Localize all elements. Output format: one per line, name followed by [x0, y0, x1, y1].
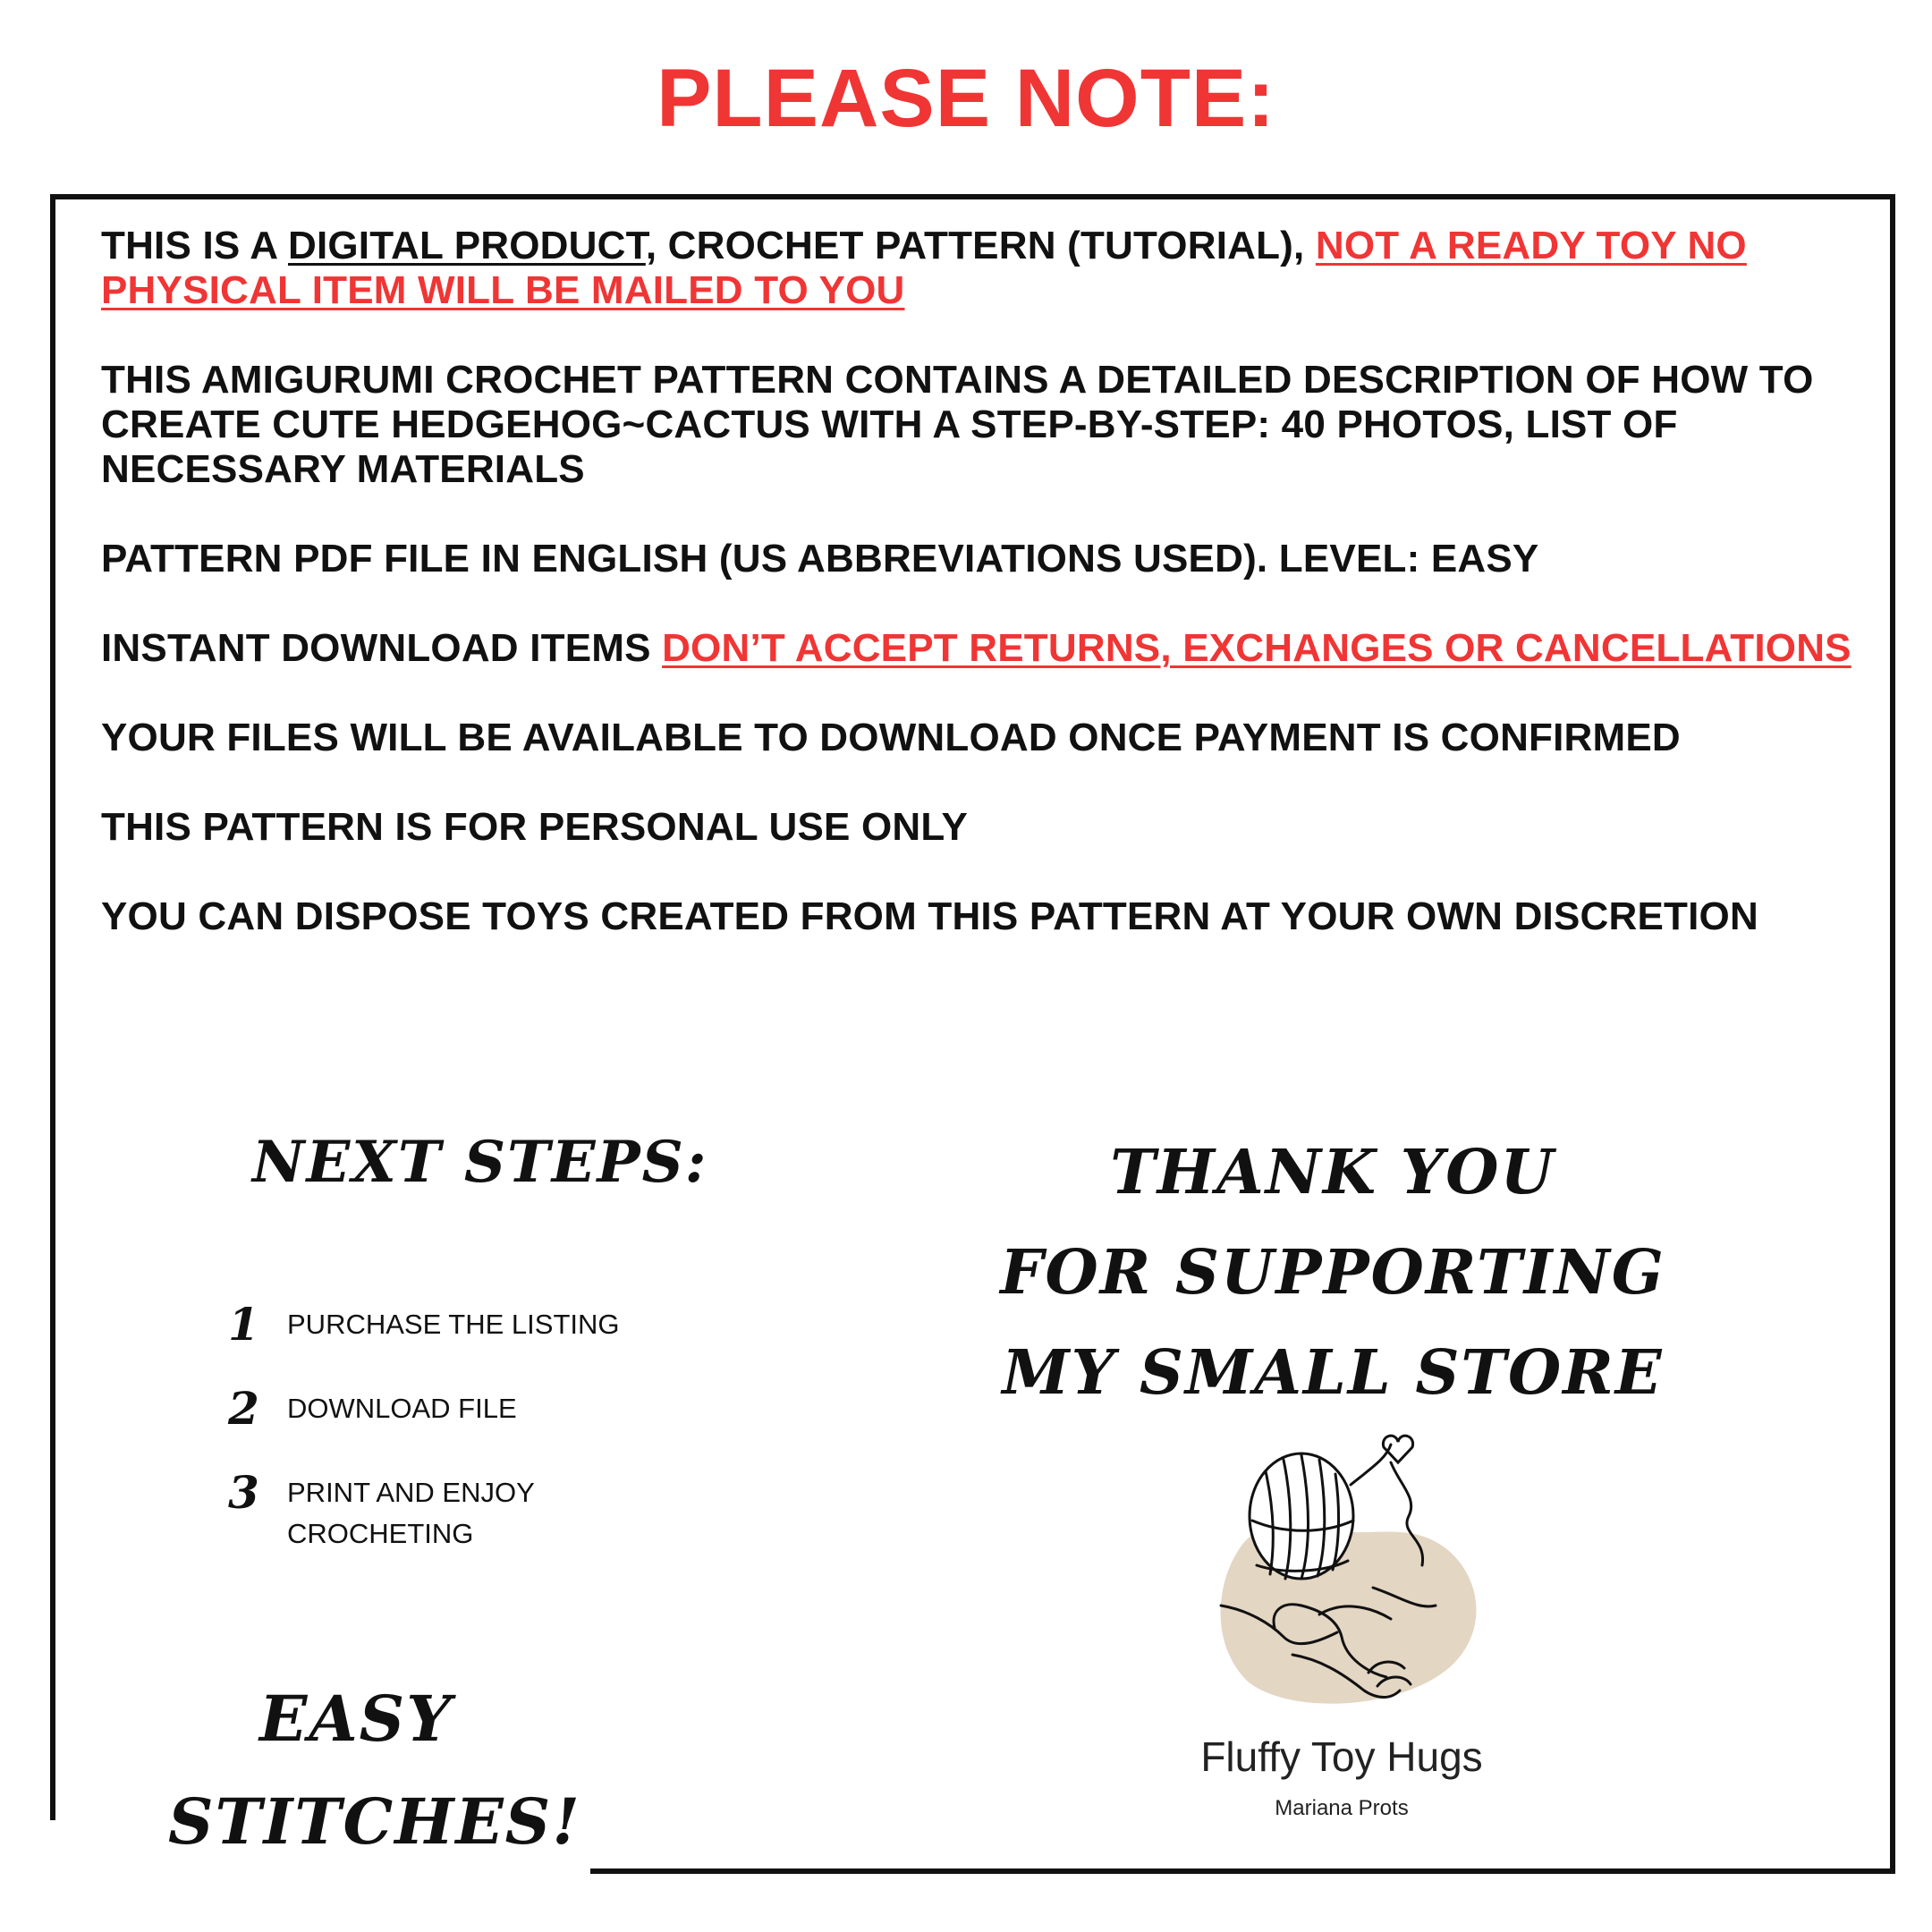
brand-owner: Mariana Prots	[1275, 1796, 1409, 1820]
frame-border-left	[50, 194, 55, 1820]
note-digital-product	[101, 224, 1854, 313]
thank-you-message	[975, 1123, 1690, 1423]
note-pattern-description: THIS AMIGURUMI CROCHET PATTERN CONTAINS A DETAILED DESCRIPTION OF HOW TO CREATE CUTE HEDGEHOG~CACTUS WITH A STEP-BY-STEP: 40 PHOTOS, LIST OF NECESSARY MATERIALS	[101, 358, 1814, 491]
note-file-language: PATTERN PDF FILE IN ENGLISH (US ABBREVIATIONS USED). LEVEL: EASY	[101, 537, 1539, 580]
next-steps-heading: NEXT STEPS:	[252, 1129, 708, 1196]
note-text: , CROCHET PATTERN (TUTORIAL),	[645, 224, 1316, 267]
notes-list	[101, 224, 1854, 984]
step-text: PURCHASE THE LISTING	[287, 1309, 620, 1340]
brand-name: Fluffy Toy Hugs	[1200, 1733, 1483, 1780]
yarn-ball-hug-icon	[1185, 1431, 1525, 1717]
step-number: 1	[228, 1298, 259, 1351]
note-toy-disposal: YOU CAN DISPOSE TOYS CREATED FROM THIS PATTERN AT YOUR OWN DISCRETION	[101, 894, 1758, 938]
stitches-label: STITCHES!	[168, 1784, 581, 1859]
thank-you-line: MY SMALL STORE	[1002, 1337, 1664, 1409]
note-download-availability: YOUR FILES WILL BE AVAILABLE TO DOWNLOAD ONCE PAYMENT IS CONFIRMED	[101, 716, 1681, 759]
frame-border-right	[1890, 194, 1895, 1874]
frame-border-bottom	[590, 1868, 1895, 1874]
frame-border-top	[55, 194, 1895, 199]
note-returns-policy	[101, 626, 1854, 671]
next-steps-list	[228, 1298, 663, 1592]
digital-product-emphasis: DIGITAL PRODUCT	[287, 224, 646, 267]
step-number: 2	[228, 1382, 259, 1435]
thank-you-line: FOR SUPPORTING	[1000, 1237, 1665, 1309]
note-text: INSTANT DOWNLOAD ITEMS	[101, 626, 663, 670]
step-item	[228, 1466, 663, 1555]
not-ready-toy-warning: NOT A READY TOY NO PHYSICAL ITEM WILL BE MAILED TO YOU	[101, 224, 1747, 312]
easy-label: EASY	[259, 1682, 453, 1756]
note-personal-use: THIS PATTERN IS FOR PERSONAL USE ONLY	[101, 805, 968, 849]
step-text: DOWNLOAD FILE	[287, 1393, 517, 1424]
thank-you-line: THANK YOU	[1110, 1137, 1555, 1208]
step-number: 3	[228, 1466, 259, 1519]
step-item	[228, 1382, 663, 1435]
no-returns-warning: DON’T ACCEPT RETURNS, EXCHANGES OR CANCELLATIONS	[662, 626, 1852, 670]
note-text: THIS IS A	[101, 224, 288, 267]
step-item	[228, 1298, 663, 1351]
page-title: PLEASE NOTE:	[657, 53, 1275, 144]
step-text: PRINT AND ENJOY CROCHETING	[287, 1477, 535, 1549]
